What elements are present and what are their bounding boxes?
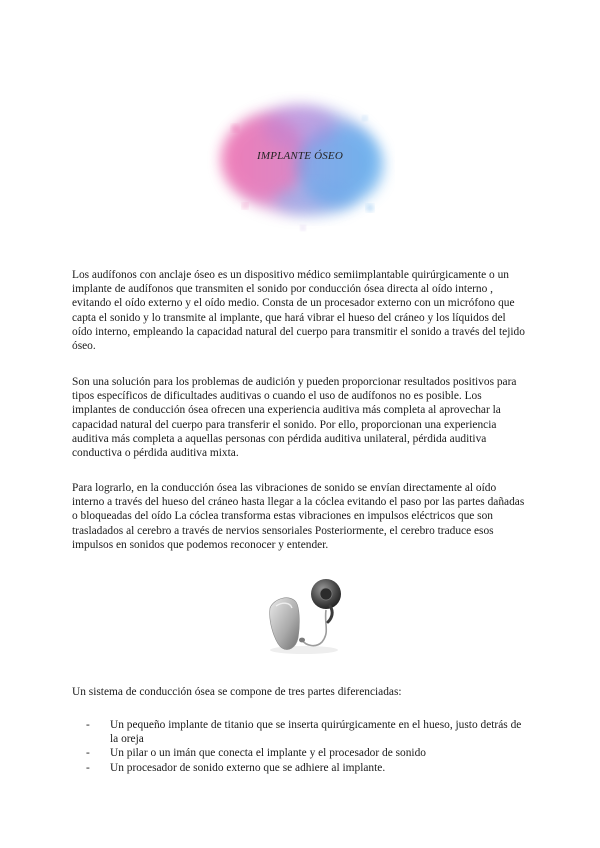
paragraph-benefits: Son una solución para los problemas de audición y pueden proporcionar resultados positivos para tipos específicos de dificultades auditivas o cuando el uso de audífonos no es posible. Los implantes de conducción ósea ofrecen una experiencia auditiva más completa al aprovechar la capacidad natural del cuerpo para transferir el sonido. Por ello, proporcionan una experiencia auditiva más completa a aquellas personas con pérdida auditiva unilateral, pérdida auditiva conductiva o pérdida auditiva mixta. — [72, 376, 517, 460]
paragraph-parts-intro: Un sistema de conducción ósea se compone de tres partes diferenciadas: — [72, 686, 402, 698]
watercolor-splash-icon — [205, 88, 395, 238]
list-item — [86, 718, 526, 746]
list-item-text: Un pilar o un imán que conecta el implante y el procesador de sonido — [110, 747, 426, 760]
parts-list — [86, 718, 526, 775]
list-bullet: - — [86, 719, 90, 731]
bone-conduction-device-image — [258, 572, 350, 656]
paragraph-intro: Los audífonos con anclaje óseo es un dispositivo médico semiimplantable quirúrgicamente o un implante de audífonos que transmiten el sonido por conducción ósea directa al oído interno , evitando el oído externo y el oído medio. Consta de un procesador externo con un micrófono que capta el sonido y lo transmite al implante, que hará vibrar el hueso del cráneo y los líquidos del oído interno, empleando la capacidad natural del cuerpo para transmitir el sonido a través del tejido óseo. — [72, 269, 525, 353]
paragraph-how-it-works: Para lograrlo, en la conducción ósea las vibraciones de sonido se envían directamente al oído interno a través del hueso del cráneo hasta llegar a la cóclea evitando el paso por las partes dañadas o bloqueadas del oído La cóclea transforma estas vibraciones en impulsos eléctricos que son trasladados al cerebro a través de nervios sensoriales Posteriormente, el cerebro traduce esos impulsos en sonidos que podemos reconocer y entender. — [72, 482, 525, 551]
list-item — [86, 761, 526, 775]
hearing-device-icon — [258, 572, 350, 656]
list-item — [86, 746, 526, 760]
title-watercolor-splash — [205, 88, 395, 238]
list-item-text: Un pequeño implante de titanio que se inserta quirúrgicamente en el hueso, justo detrás de la oreja — [110, 719, 522, 746]
list-item-text: Un procesador de sonido externo que se adhiere al implante. — [110, 761, 386, 774]
list-bullet: - — [86, 761, 90, 774]
list-bullet: - — [86, 747, 90, 760]
page-title: IMPLANTE ÓSEO — [256, 150, 343, 162]
